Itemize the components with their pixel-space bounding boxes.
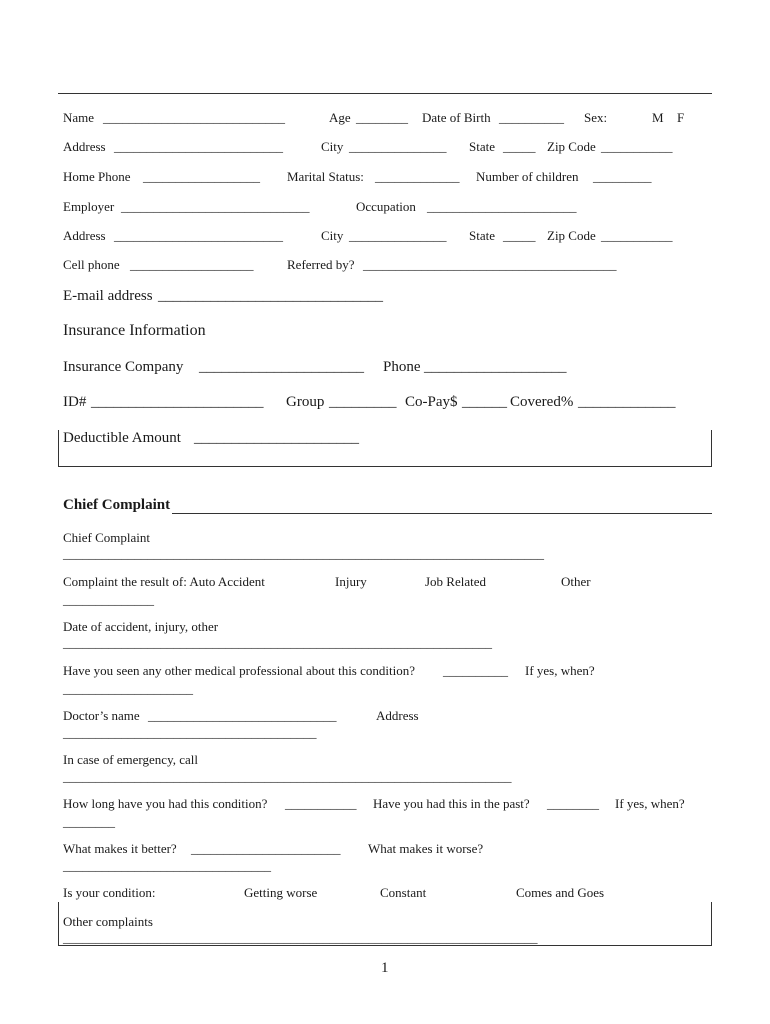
chief-complaint-field[interactable]: __________________________________________________________________________ [63, 546, 544, 561]
children-field[interactable]: _________ [593, 169, 652, 184]
sex-label: Sex: [584, 110, 608, 125]
name-field[interactable]: ____________________________ [103, 110, 285, 125]
how-long-label: How long have you had this condition? [63, 796, 268, 811]
employer-state-field[interactable]: _____ [503, 228, 536, 243]
age-field[interactable]: ________ [356, 110, 408, 125]
seen-when-field[interactable]: ____________________ [63, 681, 193, 696]
doctor-address-field[interactable]: _______________________________________ [63, 725, 317, 740]
date-of-accident-label: Date of accident, injury, other [63, 619, 219, 634]
past-label: Have you had this in the past? [373, 796, 530, 811]
seen-professional-field[interactable]: __________ [443, 663, 508, 678]
referred-by-field[interactable]: _______________________________________ [363, 257, 617, 272]
makes-better-field[interactable]: _______________________ [191, 841, 341, 856]
chief-complaint-label: Chief Complaint [63, 530, 151, 545]
insurance-company-field[interactable]: ______________________ [199, 359, 364, 375]
how-long-field[interactable]: ___________ [285, 796, 357, 811]
address-label: Address [63, 139, 106, 154]
copay-field[interactable]: ______ [462, 394, 507, 410]
dob-field[interactable]: __________ [499, 110, 564, 125]
employer-zip-field[interactable]: ___________ [601, 228, 673, 243]
occupation-field[interactable]: _______________________ [427, 199, 577, 214]
cell-phone-field[interactable]: ___________________ [130, 257, 254, 272]
deductible-box-right [711, 430, 712, 466]
seen-if-yes-label: If yes, when? [525, 663, 595, 678]
other-complaints-label: Other complaints [63, 914, 153, 929]
employer-city-label: City [321, 228, 344, 243]
insurance-company-label: Insurance Company [63, 359, 184, 375]
chief-complaint-rule [172, 513, 712, 514]
complaint-result-label: Complaint the result of: Auto Accident [63, 574, 265, 589]
group-label: Group [286, 394, 325, 410]
makes-better-label: What makes it better? [63, 841, 177, 856]
email-label: E-mail address [63, 288, 153, 304]
employer-address-field[interactable]: __________________________ [114, 228, 283, 243]
comes-and-goes-option[interactable]: Comes and Goes [516, 885, 605, 900]
doctor-address-label: Address [376, 708, 419, 723]
deductible-box-left [58, 430, 59, 466]
email-field[interactable]: ______________________________ [158, 288, 383, 304]
age-label: Age [329, 110, 351, 125]
marital-status-label: Marital Status: [287, 169, 364, 184]
employer-city-field[interactable]: _______________ [349, 228, 447, 243]
home-phone-field[interactable]: __________________ [143, 169, 260, 184]
zip-field[interactable]: ___________ [601, 139, 673, 154]
employer-field[interactable]: _____________________________ [121, 199, 310, 214]
doctor-name-field[interactable]: _____________________________ [148, 708, 337, 723]
emergency-label: In case of emergency, call [63, 752, 198, 767]
past-when-field[interactable]: ________ [63, 814, 115, 829]
injury-option[interactable]: Injury [335, 574, 367, 589]
seen-professional-label: Have you seen any other medical professional about this condition? [63, 663, 415, 678]
name-label: Name [63, 110, 95, 125]
other-box-right [711, 902, 712, 945]
group-field[interactable]: _________ [329, 394, 397, 410]
past-field[interactable]: ________ [547, 796, 599, 811]
complaint-result-field[interactable]: ______________ [63, 592, 154, 607]
employer-address-label: Address [63, 228, 106, 243]
covered-label: Covered% [510, 394, 574, 410]
state-field[interactable]: _____ [503, 139, 536, 154]
address-field[interactable]: __________________________ [114, 139, 283, 154]
job-related-option[interactable]: Job Related [425, 574, 487, 589]
employer-label: Employer [63, 199, 115, 214]
copay-label: Co-Pay$ [405, 394, 458, 410]
city-label: City [321, 139, 344, 154]
employer-state-label: State [469, 228, 495, 243]
referred-by-label: Referred by? [287, 257, 355, 272]
insurance-phone-field[interactable]: ___________________ [424, 359, 567, 375]
deductible-box-bottom [58, 466, 712, 467]
other-box-left [58, 902, 59, 945]
doctor-name-label: Doctor’s name [63, 708, 140, 723]
past-if-yes-label: If yes, when? [615, 796, 685, 811]
cell-phone-label: Cell phone [63, 257, 120, 272]
employer-zip-label: Zip Code [547, 228, 596, 243]
emergency-field[interactable]: _____________________________________________________________________ [63, 769, 512, 784]
insurance-heading: Insurance Information [63, 322, 206, 339]
marital-status-field[interactable]: _____________ [375, 169, 460, 184]
home-phone-label: Home Phone [63, 169, 131, 184]
top-rule [58, 93, 712, 94]
sex-option-f[interactable]: F [677, 110, 685, 125]
page-number: 1 [381, 960, 389, 976]
children-label: Number of children [476, 169, 579, 184]
other-complaints-field[interactable]: _________________________________________________________________________ [63, 930, 538, 945]
zip-label: Zip Code [547, 139, 596, 154]
condition-label: Is your condition: [63, 885, 156, 900]
deductible-field[interactable]: ______________________ [194, 430, 359, 446]
constant-option[interactable]: Constant [380, 885, 427, 900]
getting-worse-option[interactable]: Getting worse [244, 885, 318, 900]
deductible-label: Deductible Amount [63, 430, 181, 446]
sex-option-m[interactable]: M [652, 110, 664, 125]
makes-worse-label: What makes it worse? [368, 841, 484, 856]
id-field[interactable]: _______________________ [91, 394, 264, 410]
insurance-phone-label: Phone [383, 359, 421, 375]
makes-worse-field[interactable]: ________________________________ [63, 858, 271, 873]
city-field[interactable]: _______________ [349, 139, 447, 154]
date-of-accident-field[interactable]: __________________________________________________________________ [63, 635, 492, 650]
other-option[interactable]: Other [561, 574, 591, 589]
dob-label: Date of Birth [422, 110, 491, 125]
covered-field[interactable]: _____________ [578, 394, 676, 410]
chief-complaint-heading: Chief Complaint [63, 497, 171, 513]
occupation-label: Occupation [356, 199, 416, 214]
state-label: State [469, 139, 495, 154]
id-label: ID# [63, 394, 87, 410]
